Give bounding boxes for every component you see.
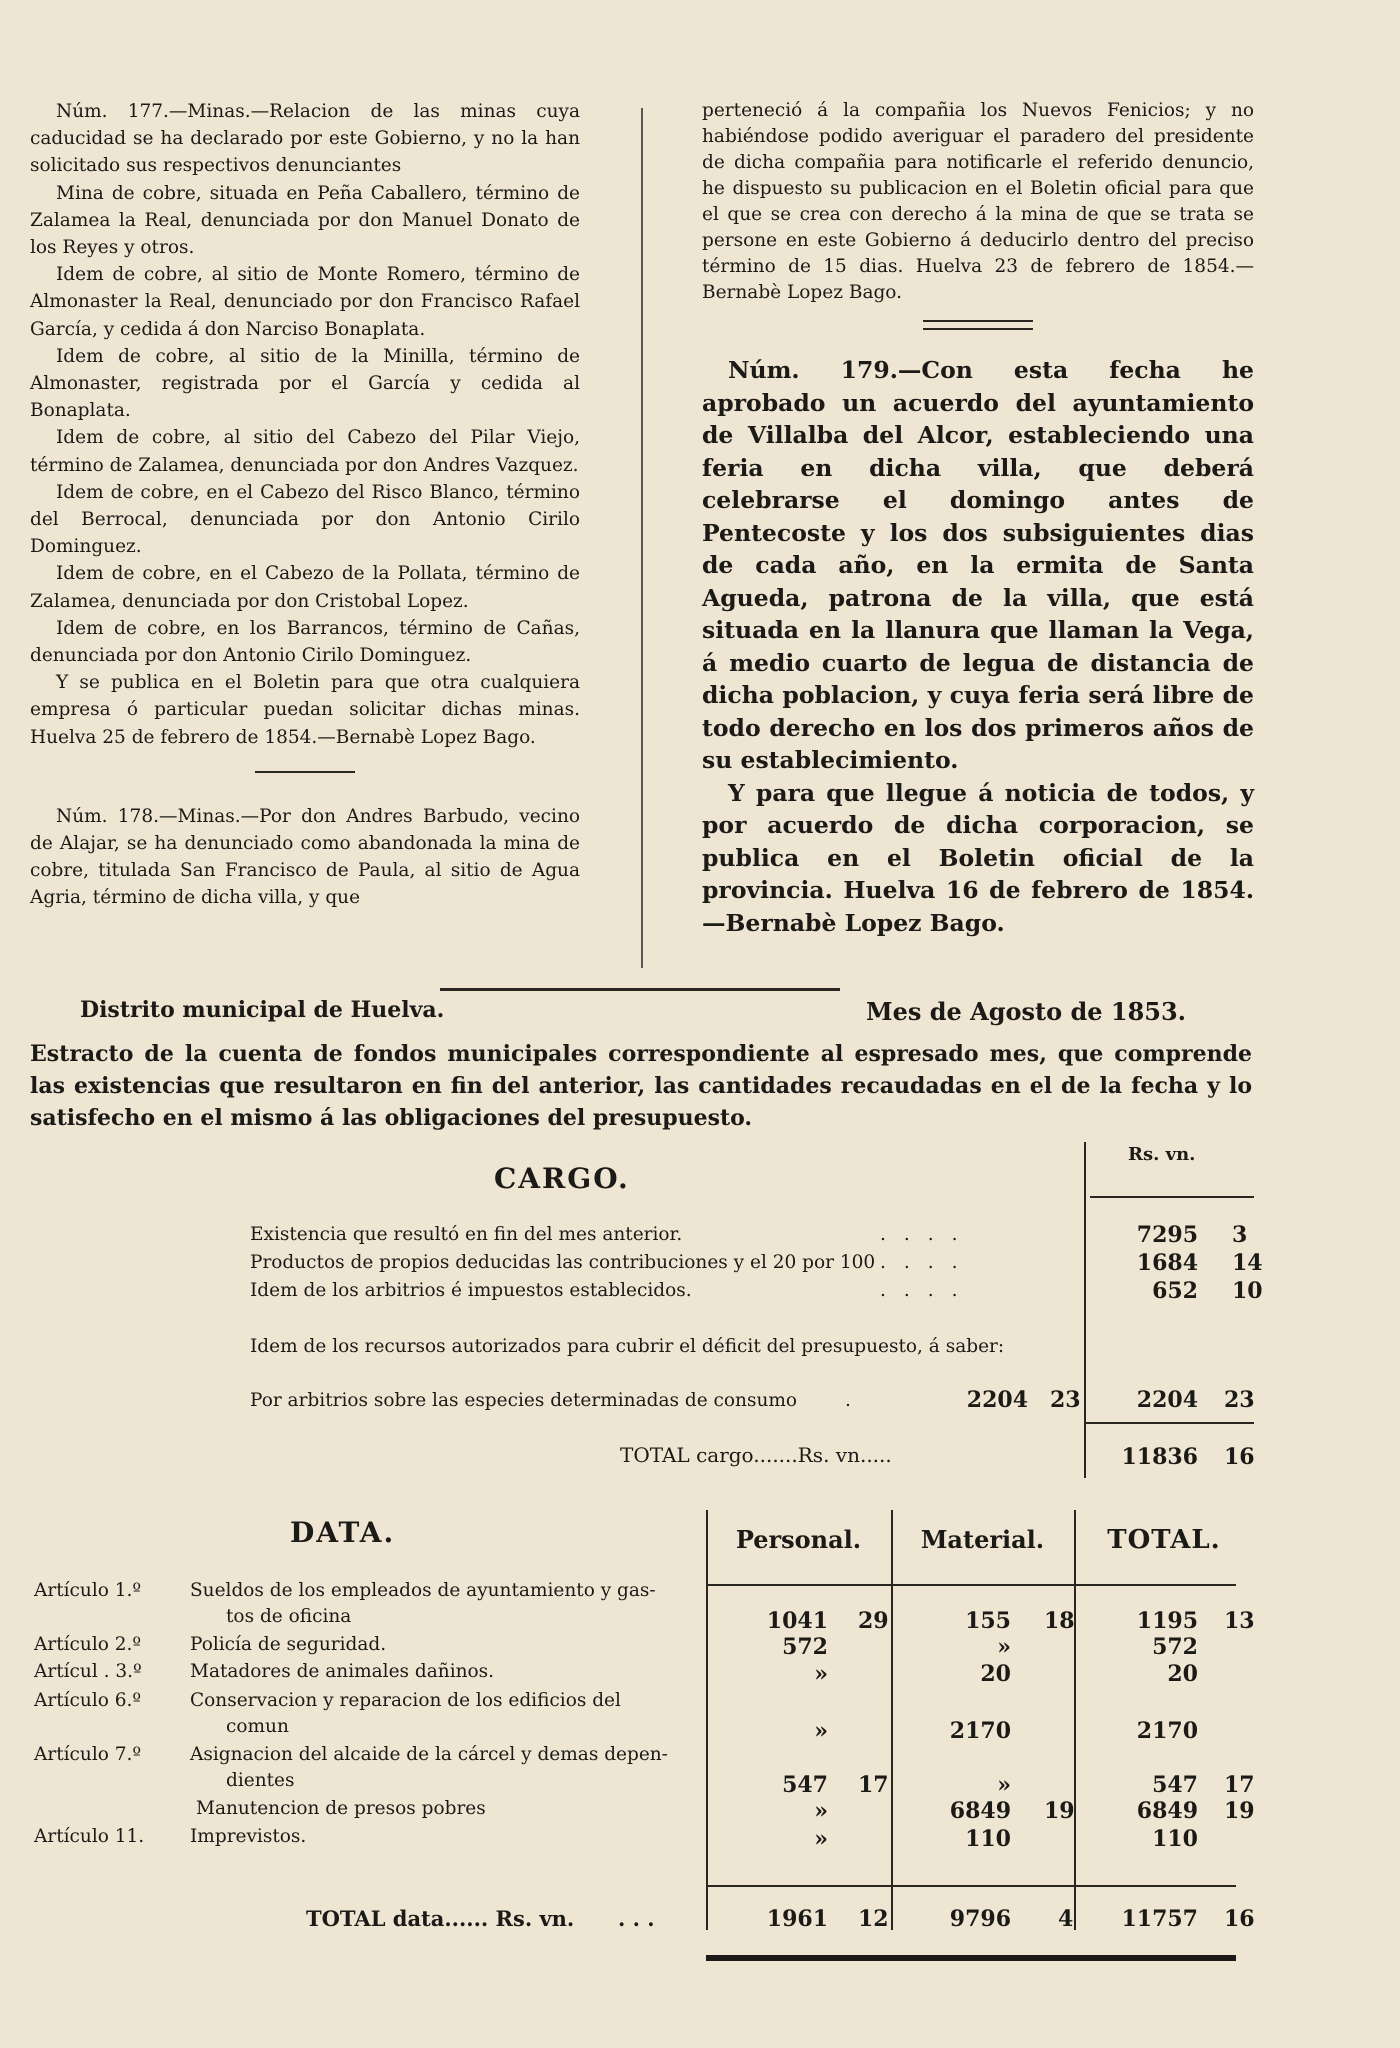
article-description: Conservacion y reparacion de los edificios del bbox=[190, 1690, 621, 1711]
data-total: 572 bbox=[1152, 1634, 1198, 1660]
rs-header: Rs. vn. bbox=[1128, 1144, 1196, 1165]
cargo-row-amount: 1684 bbox=[1136, 1250, 1198, 1276]
data-material-cents: 18 bbox=[1044, 1608, 1075, 1634]
data-personal: 547 bbox=[782, 1772, 828, 1798]
data-total: 6849 bbox=[1136, 1798, 1198, 1824]
data-personal: 572 bbox=[782, 1634, 828, 1660]
statement-intro: Estracto de la cuenta de fondos municipales correspondiente al espresado mes, que comprende las existencias que resultaron en fin del anterior, las cantidades recaudadas en el de la fecha y lo satisfecho en el mismo á las obligaciones del presupuesto. bbox=[30, 1041, 1252, 1131]
dot-leader: . bbox=[845, 1390, 851, 1411]
total-data-personal: 1961 bbox=[766, 1906, 828, 1932]
left-column bbox=[30, 98, 580, 912]
cargo-title: CARGO. bbox=[494, 1162, 630, 1195]
notice-177-item: Idem de cobre, al sitio de Monte Romero, término de Almonaster la Real, denunciado por don Francisco Rafael García, y cedida á don Narciso Bonaplata. bbox=[30, 264, 580, 340]
total-data-personal-cents: 12 bbox=[858, 1906, 889, 1932]
data-material: 20 bbox=[980, 1661, 1011, 1687]
notice-177-item: Idem de cobre, al sitio del Cabezo del Pilar Viejo, término de Zalamea, denunciada por don Andres Vazquez. bbox=[30, 427, 580, 476]
total-data-material-cents: 4 bbox=[1058, 1906, 1074, 1932]
cargo-row-label: Idem de los arbitrios é impuestos establecidos. bbox=[250, 1280, 692, 1301]
month-title: Mes de Agosto de 1853. bbox=[866, 997, 1187, 1026]
article-description: Policía de seguridad. bbox=[190, 1634, 387, 1655]
article-label: Artícul . 3.º bbox=[34, 1661, 142, 1682]
data-total: 1195 bbox=[1136, 1608, 1198, 1634]
arbitrios-sub-amount: 2204 bbox=[966, 1387, 1028, 1413]
notice-179-closing: Y para que llegue á noticia de todos, y por acuerdo de dicha corporacion, se publica en el Boletin oficial de la provincia. Huelva 16 de febrero de 1854.—Bernabè Lopez Bago. bbox=[702, 778, 1254, 937]
cargo-total-rule bbox=[1084, 1422, 1254, 1424]
cargo-row-label: Existencia que resultó en fin del mes anterior. bbox=[250, 1224, 683, 1245]
data-material-cents: 19 bbox=[1044, 1798, 1075, 1824]
total-cargo-cents: 16 bbox=[1224, 1444, 1255, 1470]
notice-178-text: Núm. 178.—Minas.—Por don Andres Barbudo, vecino de Alajar, se ha denunciado como abandonada la mina de cobre, titulada San Francisco de Paula, al sitio de Agua Agria, término de dicha villa, y que bbox=[30, 805, 580, 909]
column-divider bbox=[641, 108, 643, 968]
article-description: Sueldos de los empleados de ayuntamiento y gas- bbox=[190, 1580, 656, 1601]
data-personal: 1041 bbox=[766, 1608, 828, 1634]
data-total: 547 bbox=[1152, 1772, 1198, 1798]
total-cargo-amount: 11836 bbox=[1121, 1444, 1198, 1470]
data-material: 6849 bbox=[949, 1798, 1011, 1824]
data-header-rule bbox=[706, 1584, 1236, 1586]
cargo-row-cents: 14 bbox=[1232, 1250, 1263, 1276]
article-label: Artículo 2.º bbox=[34, 1634, 142, 1655]
notice-179-text: Núm. 179.—Con esta fecha he aprobado un acuerdo del ayuntamiento de Villalba del Alcor, estableciendo una feria en dicha villa, que deberá celebrarse el domingo antes de Pentecoste y los dos subsiguientes dias de cada año, en la ermita de Santa Agueda, patrona de la villa, que está situada en la llanura que llaman la Vega, á medio cuarto de legua de distancia de dicha poblacion, y cuya feria será libre de todo derecho en los dos primeros años de su establecimiento. bbox=[702, 356, 1254, 774]
article-label: Artículo 11. bbox=[34, 1826, 145, 1847]
article-label: Artículo 6.º bbox=[34, 1690, 142, 1711]
article-label: Artículo 1.º bbox=[34, 1580, 142, 1601]
data-title: DATA. bbox=[290, 1516, 396, 1549]
data-total-cents: 17 bbox=[1224, 1772, 1255, 1798]
data-personal-cents: 17 bbox=[858, 1772, 889, 1798]
article-description: Matadores de animales dañinos. bbox=[190, 1661, 495, 1682]
data-personal: » bbox=[814, 1718, 828, 1744]
dot-leader: .... bbox=[880, 1224, 976, 1245]
total-data-material: 9796 bbox=[949, 1906, 1011, 1932]
data-total: 2170 bbox=[1136, 1718, 1198, 1744]
article-label: Artículo 7.º bbox=[34, 1744, 142, 1765]
arbitrios-amount: 2204 bbox=[1136, 1387, 1198, 1413]
notice-177-heading: Núm. 177.—Minas.—Relacion de las minas cuya caducidad se ha declarado por este Gobierno, y no la han solicitado sus respectivos denunciantes bbox=[30, 101, 580, 177]
cargo-row-label: Productos de propios deducidas las contribuciones y el 20 por 100 bbox=[250, 1252, 876, 1273]
notice-177-item: Idem de cobre, en los Barrancos, término de Cañas, denunciada por don Antonio Cirilo Dominguez. bbox=[30, 617, 580, 667]
data-material: » bbox=[997, 1634, 1011, 1660]
cargo-row-cents: 10 bbox=[1232, 1278, 1263, 1304]
cargo-row-amount: 7295 bbox=[1136, 1222, 1198, 1248]
cargo-total-rule-left bbox=[1084, 1422, 1086, 1478]
notice-177-item: Idem de cobre, en el Cabezo de la Pollata, término de Zalamea, denunciada por don Cristobal Lopez. bbox=[30, 563, 580, 612]
data-total-cents: 13 bbox=[1224, 1608, 1255, 1634]
data-personal: » bbox=[814, 1826, 828, 1852]
total-cargo-label: TOTAL cargo.......Rs. vn..... bbox=[620, 1443, 892, 1467]
total-data-label: TOTAL data...... Rs. vn. bbox=[306, 1906, 575, 1931]
data-material: 2170 bbox=[949, 1718, 1011, 1744]
notice-177-item: Mina de cobre, situada en Peña Caballero, término de Zalamea la Real, denunciada por don Manuel Donato de los Reyes y otros. bbox=[30, 182, 580, 259]
closing-heavy-rule bbox=[706, 1955, 1236, 1961]
col-material-header: Material. bbox=[920, 1525, 1045, 1554]
district-title: Distrito municipal de Huelva. bbox=[80, 997, 445, 1023]
notice-177-closing: Y se publica en el Boletin para que otra cualquiera empresa ó particular puedan solicitar dichas minas. Huelva 25 de febrero de 1854.—Bernabè Lopez Bago. bbox=[30, 672, 580, 748]
cargo-row-amount: 652 bbox=[1152, 1278, 1198, 1304]
data-personal: » bbox=[814, 1661, 828, 1687]
dot-leader: .... bbox=[880, 1252, 976, 1273]
data-material: » bbox=[997, 1772, 1011, 1798]
col-personal-header: Personal. bbox=[735, 1525, 862, 1554]
notice-177-item: Idem de cobre, en el Cabezo del Risco Blanco, término del Berrocal, denunciada por don Antonio Cirilo Dominguez. bbox=[30, 481, 580, 558]
article-description-cont: dientes bbox=[226, 1770, 295, 1791]
arbitrios-sub-cents: 23 bbox=[1050, 1387, 1081, 1413]
data-total-rule bbox=[706, 1885, 1236, 1887]
article-description-cont: comun bbox=[226, 1716, 289, 1737]
article-description-cont: tos de oficina bbox=[226, 1606, 352, 1627]
cargo-row-cents: 3 bbox=[1232, 1222, 1248, 1248]
data-material: 155 bbox=[965, 1608, 1011, 1634]
recursos-label: Idem de los recursos autorizados para cubrir el déficit del presupuesto, á saber: bbox=[250, 1336, 1005, 1357]
data-material: 110 bbox=[965, 1826, 1011, 1852]
ornament-rule bbox=[923, 320, 1033, 330]
data-total: 20 bbox=[1167, 1661, 1198, 1687]
data-total-cents: 19 bbox=[1224, 1798, 1255, 1824]
article-description: Manutencion de presos pobres bbox=[196, 1798, 486, 1819]
rs-header-rule bbox=[1090, 1196, 1254, 1198]
data-personal-cents: 29 bbox=[858, 1608, 889, 1634]
data-personal: » bbox=[814, 1798, 828, 1824]
right-column bbox=[702, 98, 1254, 939]
article-description: Imprevistos. bbox=[190, 1826, 307, 1847]
total-data-total: 11757 bbox=[1121, 1906, 1198, 1932]
dot-leader: . . . bbox=[618, 1906, 655, 1931]
notice-177-item: Idem de cobre, al sitio de la Minilla, término de Almonaster, registrada por el García y cedida al Bonaplata. bbox=[30, 345, 580, 422]
notice-178-continuation: perteneció á la compañia los Nuevos Fenicios; y no habiéndose podido averiguar el paradero del presidente de dicha compañia para notificarle el referido denuncio, he dispuesto su publicacion en el Boletin oficial para que el que se crea con derecho á la mina de que se trata se persone en este Gobierno á deducirlo dentro del preciso término de 15 dias. Huelva 23 de febrero de 1854.—Bernabè Lopez Bago. bbox=[702, 100, 1254, 303]
arbitrios-cents: 23 bbox=[1224, 1387, 1255, 1413]
article-description: Asignacion del alcaide de la cárcel y demas depen- bbox=[190, 1744, 668, 1765]
col-total-header: TOTAL. bbox=[1107, 1525, 1221, 1555]
dot-leader: .... bbox=[880, 1280, 976, 1301]
total-data-total-cents: 16 bbox=[1224, 1906, 1255, 1932]
arbitrios-label: Por arbitrios sobre las especies determinadas de consumo bbox=[250, 1390, 798, 1411]
separator-rule bbox=[255, 771, 355, 773]
statement-top-rule bbox=[440, 988, 840, 991]
data-total: 110 bbox=[1152, 1826, 1198, 1852]
